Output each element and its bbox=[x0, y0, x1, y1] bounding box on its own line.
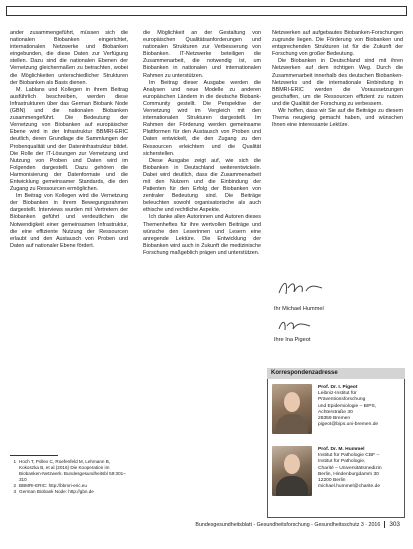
signature-hummel bbox=[276, 278, 326, 298]
paragraph: ander zusammengeführt, müssen sich die nationalen Biobanken eingerichtet, internationalen Netzwerke und Biobanken eingebunden, die diese Daten zur Verfügung stellen. Dazu sind die nationalen Ebenen der Vernetzung gleichermaßen zu betrachten, wobei die Möglichkeiten unterschiedlicher Strukturen der Biobanken als Basis dienen. bbox=[10, 30, 128, 86]
author-photo bbox=[272, 446, 312, 496]
author-photo bbox=[272, 384, 312, 434]
text-column-3 bbox=[272, 30, 403, 250]
paragraph: Die Biobanken in Deutschland sind mit ihren Netzwerken auf dem richtigen Weg. Durch die Zusammenarbeit innerhalb des deutschen Biobanken-Netzwerks und die internationale Einbindung in BBMRI-ERIC werden die Voraussetzungen geschaffen, um die Ressourcen effizient zu nutzen und die Qualität der Forschung zu verbessern. bbox=[272, 58, 403, 107]
paragraph: Netzwerken auf aufgebautes Biobanken-Forschungen zugrunde liegen. Die Förderung von Biobanken und entsprechenden Strukturen ist für die Zukunft der Forschung von großer Bedeutung. bbox=[272, 30, 403, 58]
paragraph: die Möglichkeit an der Gestaltung von europäischen Qualitätsanforderungen und nationalen Strukturen zur Verbesserung von Biobanken. IT-Netzwerke beteiligen die Zusammenarbeit, die notwendig ist, um Biobanken in nationalen und internationalen Rahmen zu unterstützen. bbox=[143, 30, 261, 79]
signature-pigeot bbox=[276, 317, 316, 333]
signature-name: Ihre Ina Pigeot bbox=[274, 337, 311, 343]
page-footer bbox=[160, 521, 400, 528]
text-column-2 bbox=[143, 30, 261, 532]
footnote: 3 German Biobank Node: http://gbn.de bbox=[13, 489, 94, 495]
journal-name: Bundesgesundheitsblatt - Gesundheitsforschung - Gesundheitsschutz 3 · 2016 bbox=[195, 522, 381, 528]
paragraph: Diese Ausgabe zeigt auf, wie sich die Biobanken in Deutschland weiterentwickeln. Dabei wird deutlich, dass die Zusammenarbeit mit den Nutzern und die Einbindung der Patienten für den Erfolg der Biobanken von zentraler Bedeutung sind. Die Beiträge beleuchten sowohl organisatorische als auch ethische und rechtliche Aspekte. bbox=[143, 157, 261, 214]
paragraph: M. Lablans und Kollegen in ihrem Beitrag ausführlich beschreiben, werden diese Infrastrukturen über das German Biobank Node (GBN) und die nationalen Biobanken zusammengeführt. Die Bedeutung der Vernetzung von Biobanken auf europäischer Ebene wird in der Infrastruktur BBMRI-ERIC deutlich, deren Grundlage die Sammlungen der Probenqualität und der Dateninfrastruktur bildet. Die Rolle der IT-Lösungen zur Vernetzung und Nutzung von Proben und Daten wird im Folgenden dargestellt. Dazu gehören die Harmonisierung der Datenformate und die Entwicklung gemeinsamer Standards, die den Zugang zu Ressourcen ermöglichen. bbox=[10, 86, 128, 193]
footnote: 2 BBMRI-ERIC: http://bbmri-eric.eu bbox=[13, 483, 87, 489]
paragraph: Wir hoffen, dass wir Sie auf die Beiträge zu diesem Thema neugierig gemacht haben, und wünschen Ihnen eine interessante Lektüre. bbox=[272, 108, 403, 129]
footnote: 1 Hoch T, Pollex C, Roefenfeld M, Lehmann B, Kokoszka B, et al (2016) Die Kooperation im Biobanken-Netzwerk. Bundesgesundheitsbl 59:301–310 bbox=[13, 459, 126, 483]
text-column-1 bbox=[10, 30, 128, 450]
header-bar bbox=[6, 6, 407, 16]
signature-name: Ihr Michael Hummel bbox=[274, 306, 324, 312]
contact-block: Prof. Dr. M. Hummel Institut für Pathologie CBF – Institut für Pathologie, Charité – Universitätsmedizin Berlin, Hindenburgdamm 30 12200 Berlin michael.hummel@charite.de bbox=[318, 447, 382, 490]
paragraph: Im Beitrag von Kollegen wird die Vernetzung der Biobanken in ihrem Bewegungsrahmen dargestellt. Interviews wurden mit Vertretern der Biobanken geführt und verdeutlichen die Notwendigkeit einer gemeinsamen Infrastruktur, die eine effiziente Nutzung der Ressourcen erlaubt und den Austausch von Proben und Daten auf nationaler Ebene fördert. bbox=[10, 193, 128, 249]
paragraph: Ich danke allen Autorinnen und Autoren dieses Themenheftes für ihre wertvollen Beiträge und wünsche den Leserinnen und Lesern eine anregende Lektüre. Die Entwicklung der Biobanken wird auch in Zukunft die medizinische Forschung maßgeblich prägen und unterstützen. bbox=[143, 214, 261, 256]
box-title: Korrespondenzadresse bbox=[267, 368, 405, 379]
paragraph: Im Beitrag dieser Ausgabe werden die Analysen und neue Modelle zu anderen europäischen Ländern in die deutsche Biobank-Community gestellt. Die Perspektive der Vernetzung wird im Vergleich mit den internationalen Strukturen dargestellt. Im Rahmen der Förderung werden gemeinsame Plattformen für den Austausch von Proben und Daten entwickelt, die den Zugang zu den Ressourcen erleichtern und die Qualität sicherstellen. bbox=[143, 79, 261, 157]
page-number: 303 bbox=[384, 521, 400, 528]
footnote-rule bbox=[10, 455, 58, 456]
footnotes bbox=[10, 459, 128, 496]
contact-block: Prof. Dr. I. Pigeot Leibniz-Institut für Präventionsforschung und Epidemiologie – BIPS, Achterstraße 30 28359 Bremen pigeot@bips.uni-bremen.de bbox=[318, 385, 379, 428]
